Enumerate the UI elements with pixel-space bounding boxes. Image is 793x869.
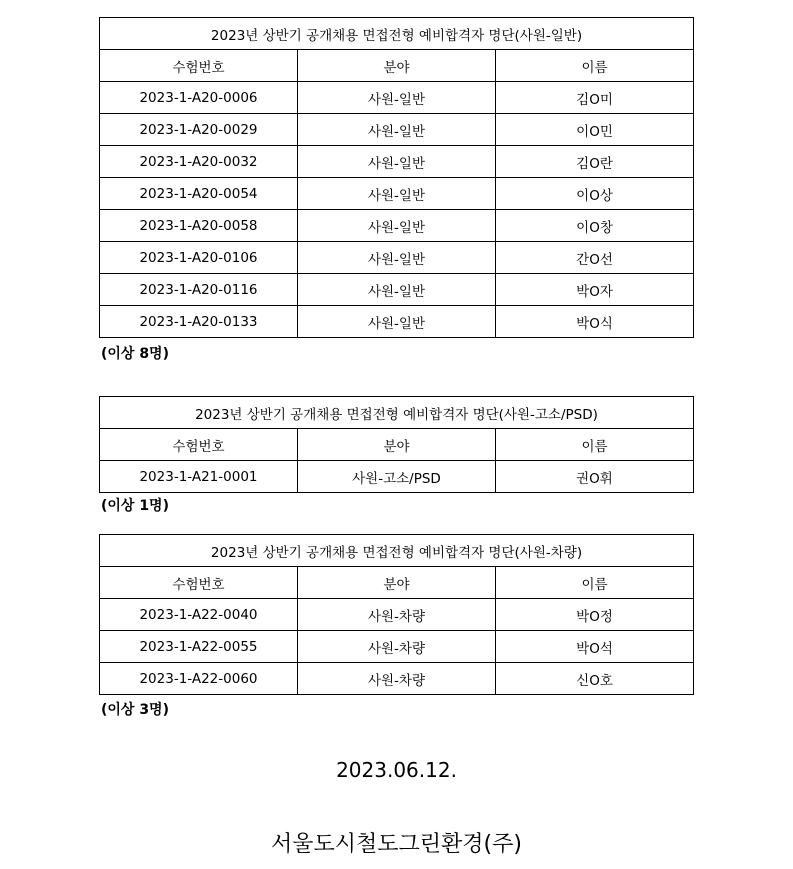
field-cell: 사원-고소/PSD [298, 461, 496, 493]
name-cell: 김O미 [496, 82, 694, 114]
exam-number-cell: 2023-1-A20-0032 [100, 146, 298, 178]
exam-number-cell: 2023-1-A21-0001 [100, 461, 298, 493]
name-cell: 김O란 [496, 146, 694, 178]
header-field: 분야 [298, 429, 496, 461]
name-cell: 권O휘 [496, 461, 694, 493]
field-cell: 사원-일반 [298, 274, 496, 306]
exam-number-cell: 2023-1-A20-0029 [100, 114, 298, 146]
exam-number-cell: 2023-1-A20-0054 [100, 178, 298, 210]
name-cell: 신O호 [496, 663, 694, 695]
exam-number-cell: 2023-1-A20-0116 [100, 274, 298, 306]
name-cell: 박O자 [496, 274, 694, 306]
table-row [100, 306, 694, 338]
header-exam-number: 수험번호 [100, 50, 298, 82]
table-row [100, 114, 694, 146]
name-cell: 박O석 [496, 631, 694, 663]
name-cell: 이O창 [496, 210, 694, 242]
name-cell: 이O상 [496, 178, 694, 210]
exam-number-cell: 2023-1-A20-0006 [100, 82, 298, 114]
table-title-row [100, 397, 694, 429]
exam-number-cell: 2023-1-A20-0106 [100, 242, 298, 274]
name-cell: 박O식 [496, 306, 694, 338]
roster-table-general [99, 17, 694, 338]
roster-table-vehicle [99, 534, 694, 695]
table-header-row [100, 567, 694, 599]
exam-number-cell: 2023-1-A22-0055 [100, 631, 298, 663]
roster-table-psd [99, 396, 694, 493]
field-cell: 사원-차량 [298, 599, 496, 631]
table-row [100, 210, 694, 242]
table-row [100, 631, 694, 663]
table-row [100, 461, 694, 493]
table-title: 2023년 상반기 공개채용 면접전형 예비합격자 명단(사원-고소/PSD) [100, 397, 694, 429]
exam-number-cell: 2023-1-A20-0058 [100, 210, 298, 242]
header-exam-number: 수험번호 [100, 567, 298, 599]
field-cell: 사원-일반 [298, 306, 496, 338]
table-title-row [100, 535, 694, 567]
count-label-general: (이상 8명) [101, 346, 169, 362]
company-name: 서울도시철도그린환경(주) [271, 832, 522, 857]
table-title: 2023년 상반기 공개채용 면접전형 예비합격자 명단(사원-차량) [100, 535, 694, 567]
table-row [100, 274, 694, 306]
header-name: 이름 [496, 429, 694, 461]
name-cell: 박O정 [496, 599, 694, 631]
table-title: 2023년 상반기 공개채용 면접전형 예비합격자 명단(사원-일반) [100, 18, 694, 50]
table-title-row [100, 18, 694, 50]
table-header-row [100, 429, 694, 461]
exam-number-cell: 2023-1-A22-0060 [100, 663, 298, 695]
field-cell: 사원-일반 [298, 178, 496, 210]
table-row [100, 599, 694, 631]
table-row [100, 146, 694, 178]
header-exam-number: 수험번호 [100, 429, 298, 461]
table-row [100, 663, 694, 695]
table-row [100, 178, 694, 210]
field-cell: 사원-일반 [298, 82, 496, 114]
announcement-date: 2023.06.12. [336, 758, 457, 782]
header-field: 분야 [298, 50, 496, 82]
table-row [100, 82, 694, 114]
header-name: 이름 [496, 50, 694, 82]
field-cell: 사원-일반 [298, 114, 496, 146]
header-field: 분야 [298, 567, 496, 599]
exam-number-cell: 2023-1-A20-0133 [100, 306, 298, 338]
field-cell: 사원-일반 [298, 146, 496, 178]
count-label-psd: (이상 1명) [101, 498, 169, 514]
field-cell: 사원-일반 [298, 242, 496, 274]
count-label-vehicle: (이상 3명) [101, 702, 169, 718]
field-cell: 사원-차량 [298, 663, 496, 695]
name-cell: 간O선 [496, 242, 694, 274]
name-cell: 이O민 [496, 114, 694, 146]
header-name: 이름 [496, 567, 694, 599]
table-row [100, 242, 694, 274]
field-cell: 사원-일반 [298, 210, 496, 242]
exam-number-cell: 2023-1-A22-0040 [100, 599, 298, 631]
field-cell: 사원-차량 [298, 631, 496, 663]
table-header-row [100, 50, 694, 82]
